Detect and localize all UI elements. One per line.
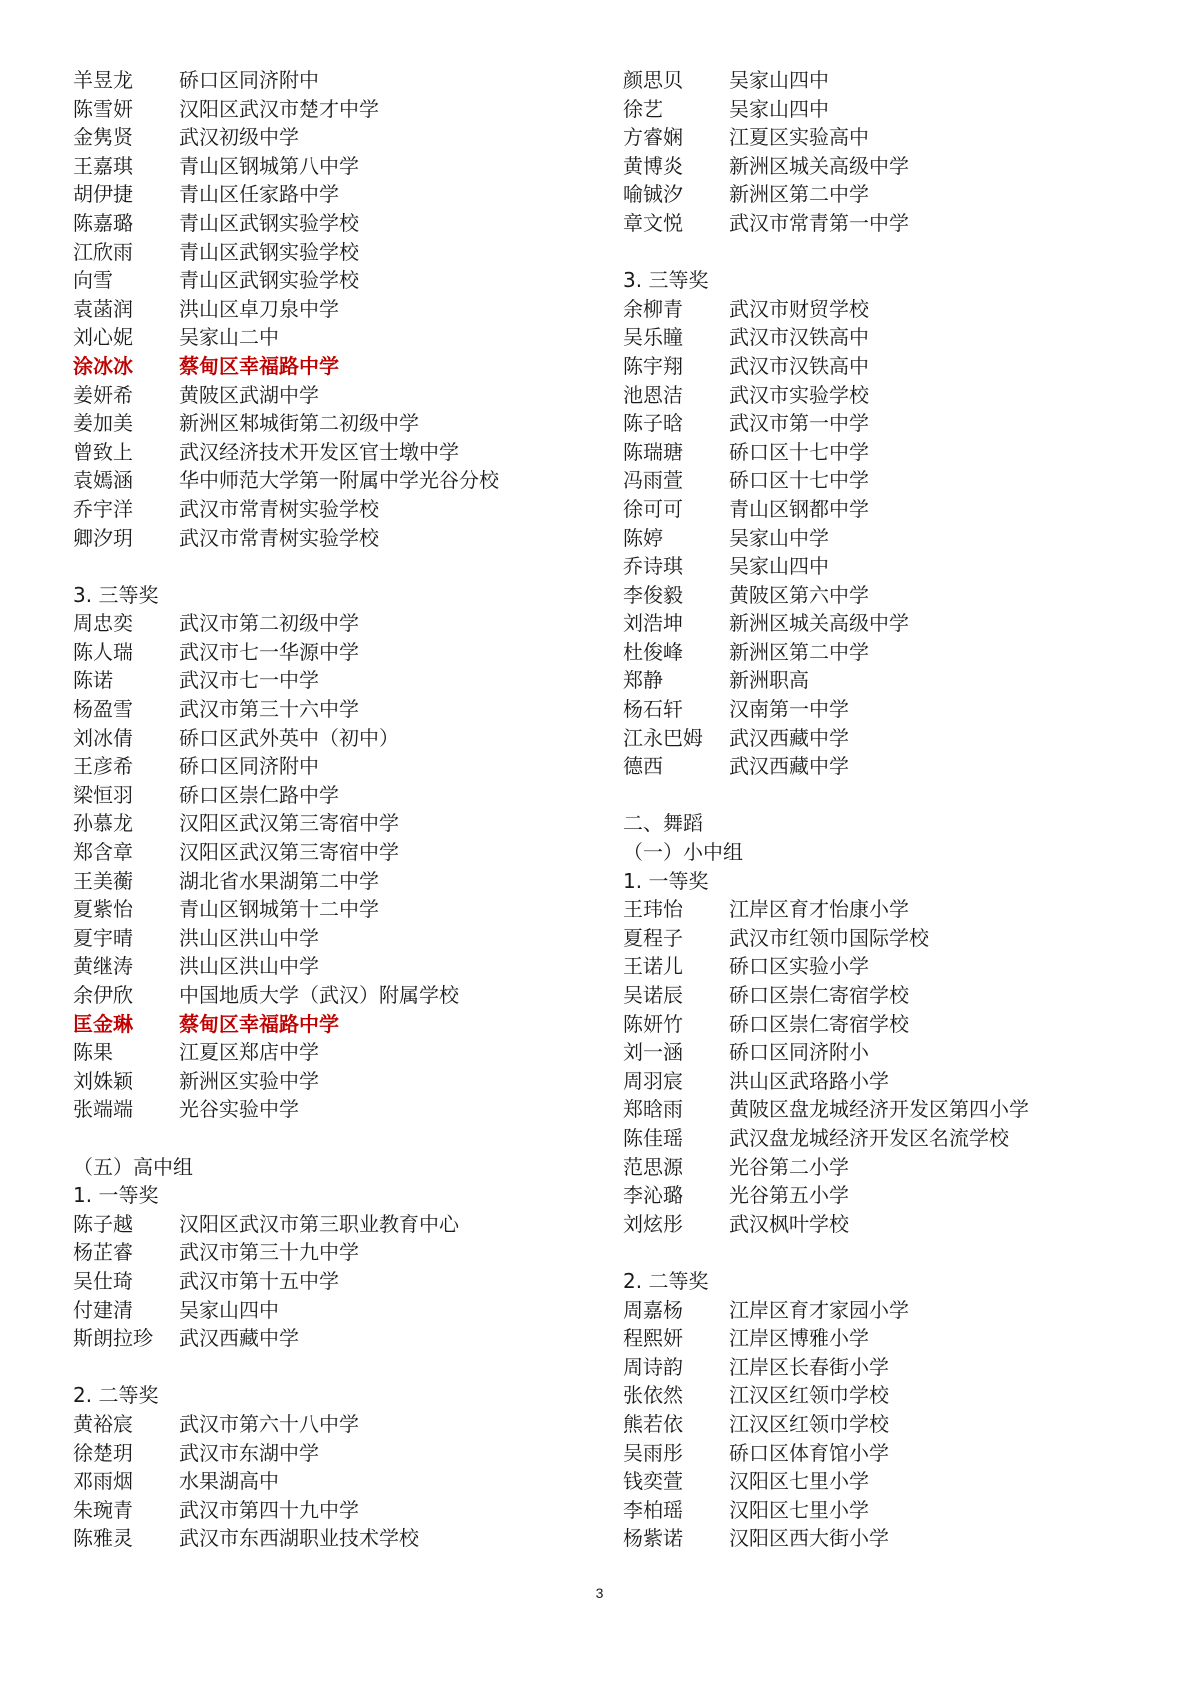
school-name: 新洲区邾城街第二初级中学	[179, 411, 419, 436]
award-entry	[623, 752, 1183, 781]
winner-name: 斯朗拉珍	[73, 1326, 153, 1351]
award-entry	[73, 609, 593, 638]
winner-name: 冯雨萱	[623, 468, 683, 493]
winner-name: 陈妍竹	[623, 1011, 683, 1036]
award-entry	[623, 924, 1183, 953]
school-name: 武汉市第二初级中学	[179, 611, 359, 636]
school-name: 江汉区红领巾学校	[729, 1383, 889, 1408]
school-name: 硚口区十七中学	[729, 439, 869, 464]
winner-name: 熊若依	[623, 1411, 683, 1436]
winner-name: 刘浩坤	[623, 611, 683, 636]
winner-name: 王诺儿	[623, 954, 683, 979]
school-name: 蔡甸区幸福路中学	[179, 353, 339, 378]
school-name: 武汉市七一华源中学	[179, 639, 359, 664]
winner-name: 周诗韵	[623, 1354, 683, 1379]
winner-name: 吴乐瞳	[623, 325, 683, 350]
school-name: 蔡甸区幸福路中学	[179, 1011, 339, 1036]
award-entry	[73, 981, 593, 1010]
winner-name: 胡伊捷	[73, 182, 133, 207]
school-name: 新洲区第二中学	[729, 182, 869, 207]
school-name: 湖北省水果湖第二中学	[179, 868, 379, 893]
award-entry	[73, 666, 593, 695]
award-entry	[73, 1410, 593, 1439]
award-entry	[73, 952, 593, 981]
left-column	[73, 66, 593, 1553]
school-name: 汉阳区武汉第三寄宿中学	[179, 840, 399, 865]
school-name: 江岸区长春街小学	[729, 1354, 889, 1379]
winner-name: 王美蘅	[73, 868, 133, 893]
award-entry	[623, 1124, 1183, 1153]
school-name: 武汉市东西湖职业技术学校	[179, 1526, 419, 1551]
school-name: 新洲区城关高级中学	[729, 153, 909, 178]
school-name: 武汉市第三十六中学	[179, 697, 359, 722]
school-name: 光谷实验中学	[179, 1097, 299, 1122]
school-name: 武汉初级中学	[179, 125, 299, 150]
winner-name: 夏程子	[623, 925, 683, 950]
winner-name: 陈果	[73, 1040, 113, 1065]
winner-name: 郑含章	[73, 840, 133, 865]
award-entry	[623, 581, 1183, 610]
award-entry	[623, 666, 1183, 695]
award-entry	[73, 152, 593, 181]
school-name: 洪山区洪山中学	[179, 954, 319, 979]
award-entry	[623, 1067, 1183, 1096]
award-entry	[73, 724, 593, 753]
award-entry	[73, 238, 593, 267]
winner-name: 李沁璐	[623, 1183, 683, 1208]
school-name: 新洲区城关高级中学	[729, 611, 909, 636]
winner-name: 徐楚玥	[73, 1440, 133, 1465]
school-name: 硚口区体育馆小学	[729, 1440, 889, 1465]
award-entry	[73, 295, 593, 324]
award-entry	[73, 95, 593, 124]
winner-name: 郑晗雨	[623, 1097, 683, 1122]
award-entry	[623, 609, 1183, 638]
school-name: 汉阳区西大街小学	[729, 1526, 889, 1551]
award-entry	[623, 95, 1183, 124]
winner-name: 夏紫怡	[73, 897, 133, 922]
school-name: 武汉市第一中学	[729, 411, 869, 436]
right-column	[623, 66, 1183, 1553]
award-entry	[623, 495, 1183, 524]
school-name: 武汉西藏中学	[729, 754, 849, 779]
award-entry	[73, 1296, 593, 1325]
winner-name: 曾致上	[73, 439, 133, 464]
school-name: 武汉市实验学校	[729, 382, 869, 407]
award-entry	[73, 66, 593, 95]
school-name: 黄陂区武湖中学	[179, 382, 319, 407]
spacer	[73, 1353, 593, 1382]
school-name: 江岸区育才怡康小学	[729, 897, 909, 922]
winner-name: 夏宇晴	[73, 925, 133, 950]
award-entry	[623, 724, 1183, 753]
school-name: 江夏区郑店中学	[179, 1040, 319, 1065]
school-name: 武汉西藏中学	[729, 725, 849, 750]
winner-name: 卿汐玥	[73, 525, 133, 550]
award-entry	[623, 1524, 1183, 1553]
section-heading: （五）高中组	[73, 1154, 193, 1179]
winner-name: 余柳青	[623, 296, 683, 321]
award-entry	[623, 1296, 1183, 1325]
winner-name: 姜妍希	[73, 382, 133, 407]
winner-name: 池恩洁	[623, 382, 683, 407]
award-entry	[623, 695, 1183, 724]
school-name: 吴家山四中	[729, 68, 829, 92]
award-entry	[623, 66, 1183, 95]
winner-name: 姜加美	[73, 411, 133, 436]
award-entry	[73, 209, 593, 238]
winner-name: 陈子晗	[623, 411, 683, 436]
award-entry	[623, 209, 1183, 238]
winner-name: 陈嘉璐	[73, 210, 133, 235]
school-name: 武汉枫叶学校	[729, 1211, 849, 1236]
award-entry	[73, 409, 593, 438]
school-name: 青山区任家路中学	[179, 182, 339, 207]
winner-name: 陈宇翔	[623, 353, 683, 378]
school-name: 吴家山中学	[729, 525, 829, 550]
school-name: 武汉盘龙城经济开发区名流学校	[729, 1125, 1009, 1150]
winner-name: 章文悦	[623, 210, 683, 235]
school-name: 吴家山四中	[729, 96, 829, 121]
award-entry	[73, 1467, 593, 1496]
school-name: 汉南第一中学	[729, 697, 849, 722]
school-name: 武汉市红领巾国际学校	[729, 925, 929, 950]
award-entry	[623, 1095, 1183, 1124]
school-name: 武汉市汉铁高中	[729, 325, 869, 350]
award-entry	[73, 1439, 593, 1468]
school-name: 汉阳区武汉第三寄宿中学	[179, 811, 399, 836]
winner-name: 孙慕龙	[73, 811, 133, 836]
award-entry	[73, 1496, 593, 1525]
award-entry	[73, 1238, 593, 1267]
winner-name: 付建清	[73, 1297, 133, 1322]
winner-name: 吴雨彤	[623, 1440, 683, 1465]
award-entry	[73, 123, 593, 152]
winner-name: 钱奕萱	[623, 1469, 683, 1494]
award-entry	[623, 1324, 1183, 1353]
section-heading: （一）小中组	[623, 840, 743, 865]
winner-name: 周嘉杨	[623, 1297, 683, 1322]
winner-name: 袁菡润	[73, 296, 133, 321]
award-entry	[623, 638, 1183, 667]
school-name: 汉阳区武汉市楚才中学	[179, 96, 379, 121]
school-name: 洪山区武珞路小学	[729, 1068, 889, 1093]
winner-name: 黄继涛	[73, 954, 133, 979]
award-entry	[73, 1038, 593, 1067]
school-name: 华中师范大学第一附属中学光谷分校	[179, 468, 499, 493]
school-name: 青山区钢城第八中学	[179, 153, 359, 178]
winner-name: 乔诗琪	[623, 554, 683, 579]
winner-name: 张端端	[73, 1097, 133, 1122]
winner-name: 李柏瑶	[623, 1497, 683, 1522]
award-entry	[73, 752, 593, 781]
winner-name: 刘姝颖	[73, 1068, 133, 1093]
winner-name: 陈瑞瑭	[623, 439, 683, 464]
winner-name: 羊昱龙	[73, 68, 133, 92]
section-heading: 3. 三等奖	[73, 582, 159, 607]
winner-name: 匡金琳	[73, 1011, 133, 1036]
school-name: 武汉市第三十九中学	[179, 1240, 359, 1265]
spacer	[73, 552, 593, 581]
spacer	[623, 781, 1183, 810]
school-name: 武汉市常青树实验学校	[179, 525, 379, 550]
spacer	[73, 1124, 593, 1153]
award-entry	[73, 695, 593, 724]
winner-name: 王嘉琪	[73, 153, 133, 178]
award-entry	[623, 295, 1183, 324]
winner-name: 朱琬青	[73, 1497, 133, 1522]
award-entry	[623, 952, 1183, 981]
winner-name: 喻铖汐	[623, 182, 683, 207]
winner-name: 江欣雨	[73, 239, 133, 264]
school-name: 黄陂区第六中学	[729, 582, 869, 607]
school-name: 硚口区崇仁路中学	[179, 782, 339, 807]
award-entry	[623, 466, 1183, 495]
school-name: 洪山区卓刀泉中学	[179, 296, 339, 321]
winner-name: 王玮怡	[623, 897, 683, 922]
winner-name: 杨石轩	[623, 697, 683, 722]
winner-name: 周忠奕	[73, 611, 133, 636]
school-name: 江夏区实验高中	[729, 125, 869, 150]
school-name: 中国地质大学（武汉）附属学校	[179, 983, 459, 1007]
winner-name: 陈雪妍	[73, 96, 133, 121]
award-entry	[73, 323, 593, 352]
winner-name: 程熙妍	[623, 1326, 683, 1351]
school-name: 武汉西藏中学	[179, 1326, 299, 1351]
award-entry	[73, 381, 593, 410]
school-name: 青山区武钢实验学校	[179, 268, 359, 293]
award-entry	[623, 123, 1183, 152]
school-name: 硚口区同济附小	[729, 1040, 869, 1065]
school-name: 硚口区崇仁寄宿学校	[729, 983, 909, 1007]
award-entry	[73, 180, 593, 209]
winner-name: 徐艺	[623, 96, 663, 121]
award-entry	[73, 638, 593, 667]
award-entry	[73, 1524, 593, 1553]
school-name: 新洲区第二中学	[729, 639, 869, 664]
award-entry	[73, 266, 593, 295]
winner-name: 杨盈雪	[73, 697, 133, 722]
winner-name: 方睿娴	[623, 125, 683, 150]
section-heading: 2. 二等奖	[73, 1383, 159, 1408]
school-name: 硚口区实验小学	[729, 954, 869, 979]
award-entry	[73, 867, 593, 896]
award-entry	[623, 180, 1183, 209]
award-entry	[73, 838, 593, 867]
award-entry	[73, 466, 593, 495]
school-name: 新洲区实验中学	[179, 1068, 319, 1093]
winner-name: 江永巴姆	[623, 725, 703, 750]
award-entry	[73, 524, 593, 553]
school-name: 武汉市七一中学	[179, 668, 319, 693]
award-entry	[623, 1410, 1183, 1439]
school-name: 青山区武钢实验学校	[179, 210, 359, 235]
winner-name: 金隽贤	[73, 125, 133, 150]
school-name: 汉阳区七里小学	[729, 1469, 869, 1494]
award-entry	[623, 1353, 1183, 1382]
school-name: 新洲职高	[729, 668, 809, 693]
award-entry	[73, 352, 593, 381]
award-entry	[73, 895, 593, 924]
winner-name: 陈诺	[73, 668, 113, 693]
school-name: 武汉市汉铁高中	[729, 353, 869, 378]
winner-name: 徐可可	[623, 496, 683, 521]
award-entry	[73, 438, 593, 467]
school-name: 武汉市东湖中学	[179, 1440, 319, 1465]
school-name: 吴家山四中	[729, 554, 829, 579]
school-name: 江岸区博雅小学	[729, 1326, 869, 1351]
award-entry	[623, 438, 1183, 467]
winner-name: 刘一涵	[623, 1040, 683, 1065]
winner-name: 向雪	[73, 268, 113, 293]
winner-name: 黄裕宸	[73, 1411, 133, 1436]
school-name: 汉阳区武汉市第三职业教育中心	[179, 1211, 459, 1236]
section-heading: 1. 一等奖	[623, 868, 709, 893]
award-entry	[623, 1010, 1183, 1039]
award-entry	[623, 1038, 1183, 1067]
school-name: 硚口区十七中学	[729, 468, 869, 493]
winner-name: 邓雨烟	[73, 1469, 133, 1494]
winner-name: 陈婷	[623, 525, 663, 550]
award-entry	[623, 1381, 1183, 1410]
section-heading: 3. 三等奖	[623, 268, 709, 293]
school-name: 水果湖高中	[179, 1469, 279, 1494]
winner-name: 黄博炎	[623, 153, 683, 178]
award-entry	[623, 323, 1183, 352]
winner-name: 袁嫣涵	[73, 468, 133, 493]
school-name: 武汉市常青第一中学	[729, 210, 909, 235]
school-name: 黄陂区盘龙城经济开发区第四小学	[729, 1097, 1029, 1122]
award-entry	[623, 552, 1183, 581]
award-entry	[73, 809, 593, 838]
school-name: 硚口区同济附中	[179, 68, 319, 92]
award-entry	[623, 152, 1183, 181]
award-entry	[73, 1324, 593, 1353]
winner-name: 陈人瑞	[73, 639, 133, 664]
award-entry	[73, 781, 593, 810]
spacer	[623, 238, 1183, 267]
award-entry	[73, 1067, 593, 1096]
winner-name: 刘炫彤	[623, 1211, 683, 1236]
award-entry	[623, 1496, 1183, 1525]
school-name: 硚口区同济附中	[179, 754, 319, 779]
school-name: 武汉市第十五中学	[179, 1268, 339, 1293]
winner-name: 李俊毅	[623, 582, 683, 607]
winner-name: 吴仕琦	[73, 1268, 133, 1293]
school-name: 光谷第二小学	[729, 1154, 849, 1179]
winner-name: 周羽宸	[623, 1068, 683, 1093]
section-heading: 2. 二等奖	[623, 1268, 709, 1293]
school-name: 青山区钢都中学	[729, 496, 869, 521]
section-heading: 1. 一等奖	[73, 1183, 159, 1208]
award-entry	[623, 1153, 1183, 1182]
award-entry	[623, 981, 1183, 1010]
winner-name: 范思源	[623, 1154, 683, 1179]
winner-name: 吴诺辰	[623, 983, 683, 1007]
school-name: 汉阳区七里小学	[729, 1497, 869, 1522]
school-name: 武汉市第四十九中学	[179, 1497, 359, 1522]
winner-name: 张依然	[623, 1383, 683, 1408]
award-entry	[623, 524, 1183, 553]
winner-name: 杨紫诺	[623, 1526, 683, 1551]
school-name: 光谷第五小学	[729, 1183, 849, 1208]
winner-name: 杜俊峰	[623, 639, 683, 664]
school-name: 硚口区武外英中（初中）	[179, 725, 399, 750]
section-heading: 二、舞蹈	[623, 811, 703, 836]
award-entry	[623, 1210, 1183, 1239]
winner-name: 杨芷睿	[73, 1240, 133, 1265]
winner-name: 郑静	[623, 668, 663, 693]
award-entry	[623, 895, 1183, 924]
winner-name: 陈雅灵	[73, 1526, 133, 1551]
school-name: 武汉经济技术开发区官士墩中学	[179, 439, 459, 464]
school-name: 江岸区育才家园小学	[729, 1297, 909, 1322]
school-name: 吴家山二中	[179, 325, 279, 350]
award-entry	[623, 1181, 1183, 1210]
school-name: 武汉市第六十八中学	[179, 1411, 359, 1436]
award-entry	[73, 495, 593, 524]
award-entry	[623, 352, 1183, 381]
winner-name: 乔宇洋	[73, 496, 133, 521]
winner-name: 王彦希	[73, 754, 133, 779]
winner-name: 颜思贝	[623, 68, 683, 92]
award-entry	[73, 1210, 593, 1239]
spacer	[623, 1238, 1183, 1267]
school-name: 吴家山四中	[179, 1297, 279, 1322]
school-name: 武汉市财贸学校	[729, 296, 869, 321]
award-entry	[623, 409, 1183, 438]
school-name: 青山区武钢实验学校	[179, 239, 359, 264]
school-name: 武汉市常青树实验学校	[179, 496, 379, 521]
winner-name: 刘冰倩	[73, 725, 133, 750]
winner-name: 陈子越	[73, 1211, 133, 1236]
winner-name: 刘心妮	[73, 325, 133, 350]
winner-name: 涂冰冰	[73, 353, 133, 378]
award-entry	[73, 1010, 593, 1039]
award-entry	[73, 1267, 593, 1296]
award-entry	[73, 924, 593, 953]
school-name: 江汉区红领巾学校	[729, 1411, 889, 1436]
winner-name: 陈佳瑶	[623, 1125, 683, 1150]
award-entry	[623, 1439, 1183, 1468]
award-entry	[73, 1095, 593, 1124]
school-name: 青山区钢城第十二中学	[179, 897, 379, 922]
winner-name: 余伊欣	[73, 983, 133, 1007]
school-name: 硚口区崇仁寄宿学校	[729, 1011, 909, 1036]
winner-name: 德西	[623, 754, 663, 779]
page-number: 3	[595, 1585, 604, 1601]
winner-name: 梁恒羽	[73, 782, 133, 807]
award-entry	[623, 1467, 1183, 1496]
school-name: 洪山区洪山中学	[179, 925, 319, 950]
award-entry	[623, 381, 1183, 410]
